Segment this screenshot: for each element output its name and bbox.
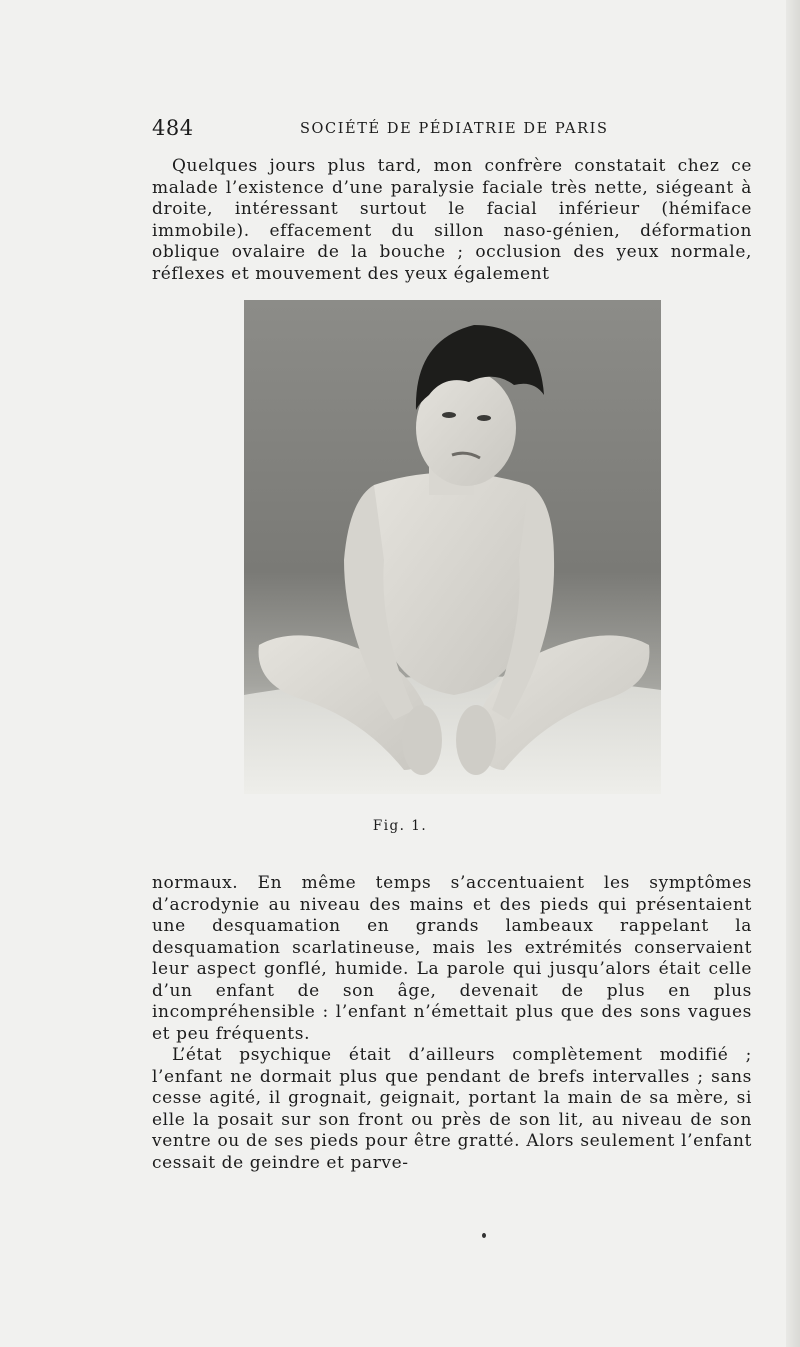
figure-caption: Fig. 1.: [372, 818, 428, 834]
figure-photograph: [244, 300, 661, 794]
page-number: 484: [152, 116, 194, 140]
ink-speck: [482, 1233, 486, 1238]
page-header: [152, 116, 752, 146]
paragraph: Quelques jours plus tard, mon confrère constatait chez ce malade l’existence d’une paralysie faciale très nette, siégeant à droite, intéressant surtout le facial inférieur (hémiface immobile). effacement du sillon naso-génien, déformation oblique ovalaire de la bouche ; occlusion des yeux normale, réflexes et mouvement des yeux également: [152, 156, 752, 284]
page-edge: [786, 0, 800, 1347]
text-block-bottom: [152, 873, 752, 1174]
paragraph: L’état psychique était d’ailleurs complètement modifié ; l’enfant ne dormait plus que pendant de brefs intervalles ; sans cesse agité, il grognait, geignait, portant la main de sa mère, si elle la posait sur son front ou près de son lit, au niveau de son ventre ou de ses pieds pour être gratté. Alors seulement l’enfant cessait de geindre et parve-: [152, 1045, 752, 1173]
paragraph: normaux. En même temps s’accentuaient les symptômes d’acrodynie au niveau des mains et des pieds qui présentaient une desquamation en grands lambeaux rappelant la desquamation scarlatineuse, mais les extrémités conservaient leur aspect gonflé, humide. La parole qui jusqu’alors était celle d’un enfant de son âge, devenait de plus en plus incompréhensible : l’enfant n’émettait plus que des sons vagues et peu fréquents.: [152, 873, 752, 1044]
running-head: SOCIÉTÉ DE PÉDIATRIE DE PARIS: [300, 121, 609, 137]
text-block-top: [152, 156, 752, 285]
child-photo-illustration: [244, 300, 661, 794]
